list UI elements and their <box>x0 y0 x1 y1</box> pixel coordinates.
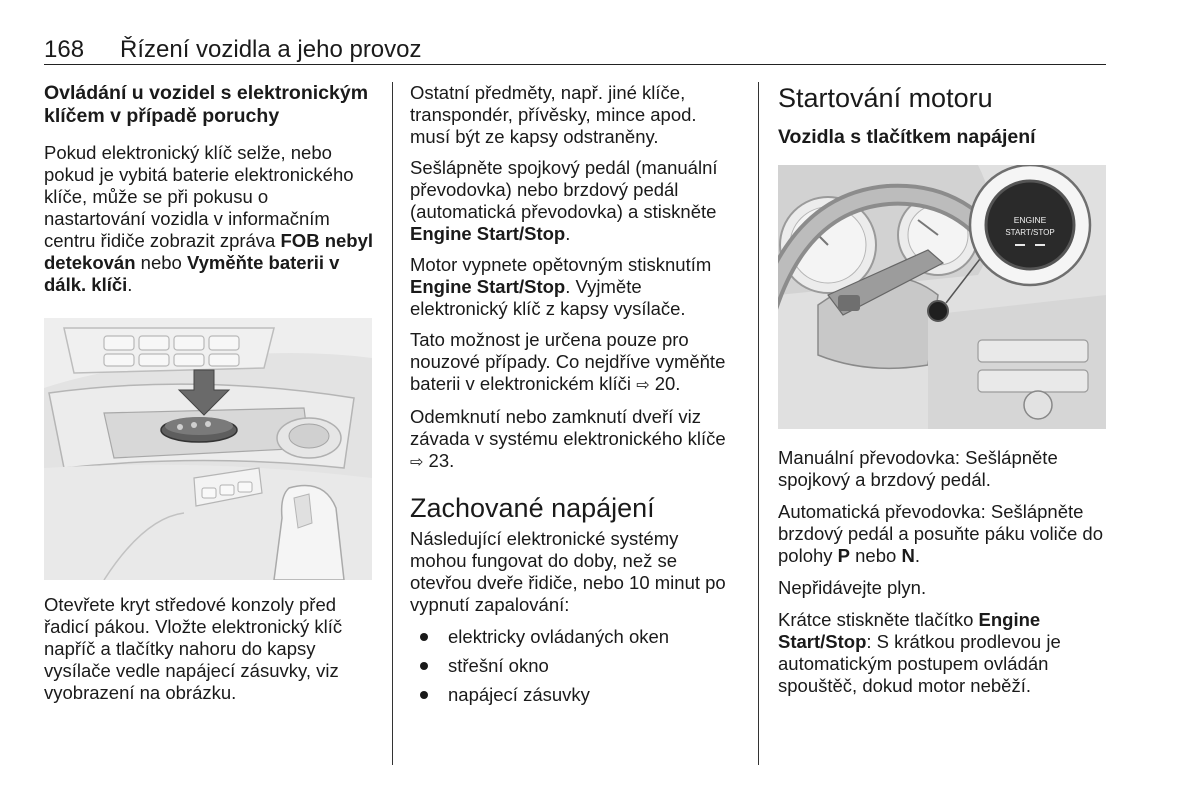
paragraph-no-throttle: Nepřidávejte plyn. <box>778 577 927 598</box>
column-divider-2 <box>758 82 759 765</box>
paragraph-door-lock: Odemknutí nebo zamknutí dveří viz závada v systému elektronického klíče ⇨ 23. <box>410 406 726 471</box>
column-left <box>44 80 374 713</box>
paragraph-press-button: Krátce stiskněte tlačítko Engine Start/Stop: S krátkou prodlevou je automatickým postupem ovládán spouštěč, dokud motor neběží. <box>778 609 1061 696</box>
column-divider-1 <box>392 82 393 765</box>
page-reference-icon: ⇨ <box>636 377 650 394</box>
chapter-title: Řízení vozidla a jeho provoz <box>120 36 422 63</box>
page-reference[interactable]: 23. <box>423 450 455 471</box>
paragraph-manual-transmission: Manuální převodovka: Sešlápněte spojkový a brzdový pedál. <box>778 447 1058 490</box>
paragraph-insert-key: Otevřete kryt středové konzoly před řadicí pákou. Vložte elektronický klíč napříč a tlačítky nahoru do kapsy vysílače vedle napájecí zásuvky, viz vyobrazení na obrázku. <box>44 594 343 703</box>
subheading-power-button: Vozidla s tlačítkem napájení <box>778 126 1036 148</box>
column-right <box>778 82 1108 707</box>
list-item: elektricky ovládaných oken <box>410 626 740 648</box>
engine-start-stop-term: Engine Start/Stop <box>778 609 1041 652</box>
console-key-pocket-illustration <box>44 318 372 580</box>
section-heading-retained-power: Zachované napájení <box>410 493 655 523</box>
page-header <box>44 34 1106 65</box>
list-item: napájecí zásuvky <box>410 684 740 706</box>
section-heading-starting-engine: Startování motoru <box>778 83 993 113</box>
paragraph-automatic-transmission: Automatická převodovka: Sešlápněte brzdový pedál a posuňte páku voliče do polohy P nebo N. <box>778 501 1103 566</box>
column-middle <box>410 82 740 713</box>
paragraph-remove-items: Ostatní předměty, např. jiné klíče, transpondér, přívěsky, mince apod. musí být ze kapsy odstraněny. <box>410 82 697 147</box>
paragraph-key-failure: Pokud elektronický klíč selže, nebo pokud je vybitá baterie elektronického klíče, může se při pokusu o nastartování vozidla v informačním centru řidiče zobrazit zpráva FOB nebyl detekován nebo Vyměňte baterii v dálk. klíči. <box>44 142 374 295</box>
paragraph-emergency: Tato možnost je určena pouze pro nouzové případy. Co nejdříve vyměňte baterii v elektronickém klíči ⇨ 20. <box>410 329 726 394</box>
gear-p: P <box>837 545 850 566</box>
paragraph-press-pedal: Sešlápněte spojkový pedál (manuální převodovka) nebo brzdový pedál (automatická převodovka) a stiskněte Engine Start/Stop. <box>410 157 718 244</box>
page-reference-icon: ⇨ <box>410 454 424 471</box>
paragraph-retained-power: Následující elektronické systémy mohou fungovat do doby, než se otevřou dveře řidiče, nebo 10 minut po vypnutí zapalování: <box>410 528 726 615</box>
page-reference[interactable]: 20. <box>649 373 681 394</box>
paragraph-turn-off: Motor vypnete opětovným stisknutím Engine Start/Stop. Vyjměte elektronický klíč z kapsy vysílače. <box>410 254 712 319</box>
engine-start-stop-term: Engine Start/Stop <box>410 276 566 297</box>
retained-power-list <box>410 626 740 706</box>
button-label-start-stop: START/STOP <box>1005 228 1055 237</box>
page-number: 168 <box>44 36 85 63</box>
button-label-engine: ENGINE <box>1013 215 1047 225</box>
dashboard-start-button-illustration <box>778 165 1106 429</box>
list-item: střešní okno <box>410 655 740 677</box>
fob-message: FOB nebyl detekován <box>44 230 374 273</box>
engine-start-stop-term: Engine Start/Stop <box>410 223 566 244</box>
battery-message: Vyměňte baterii v dálk. klíči <box>44 252 340 295</box>
section-heading-key-failure: Ovládání u vozidel s elektronickým klíčem v případě poruchy <box>44 82 369 127</box>
gear-n: N <box>901 545 915 566</box>
